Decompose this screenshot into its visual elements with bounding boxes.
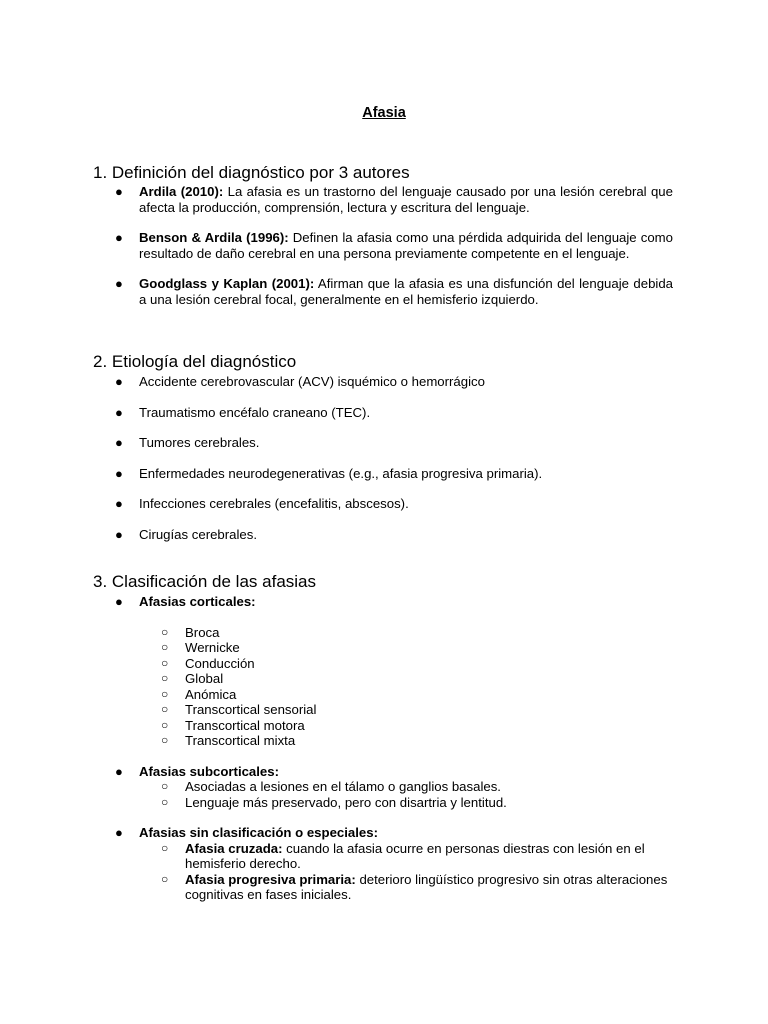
section-1-heading: 1. Definición del diagnóstico por 3 autores xyxy=(93,163,410,182)
list-item xyxy=(0,276,768,307)
bullet-icon: ● xyxy=(115,374,123,389)
item-text: Enfermedades neurodegenerativas (e.g., afasia progresiva primaria). xyxy=(139,465,543,481)
bullet-icon: ● xyxy=(115,435,123,450)
subitem-label: Afasia cruzada: xyxy=(185,840,283,856)
item-text: Afirman que la afasia es una disfunción del lenguaje debida a una lesión cerebral focal, generalmente en el hemisferio izquierdo. xyxy=(139,276,673,307)
sublist-item xyxy=(139,779,673,795)
sublist-item xyxy=(139,718,673,734)
list-item xyxy=(0,594,768,749)
subitem-text: deterioro lingüístico progresivo sin otras alteraciones cognitivas en fases iniciales. xyxy=(185,871,668,902)
bullet-icon: ● xyxy=(115,404,123,420)
item-text: Transcortical mixta xyxy=(185,733,296,748)
circle-bullet-icon: ○ xyxy=(161,717,169,732)
sublist-item xyxy=(139,872,673,903)
sublist-item xyxy=(139,841,673,872)
item-text: Accidente cerebrovascular (ACV) isquémico o hemorrágico xyxy=(139,374,485,389)
list-item xyxy=(0,527,768,543)
item-label: Goodglass y Kaplan (2001): xyxy=(139,276,315,291)
item-text: Transcortical sensorial xyxy=(185,702,317,717)
bullet-icon: ● xyxy=(115,526,123,542)
item-text: Infecciones cerebrales (encefalitis, abscesos). xyxy=(139,496,409,511)
sublist-item xyxy=(139,671,673,687)
circle-bullet-icon: ○ xyxy=(161,624,169,639)
list-item xyxy=(0,435,768,451)
subitem-label: Afasia progresiva primaria: xyxy=(185,871,356,887)
bullet-icon: ● xyxy=(115,594,123,609)
section-3-heading: 3. Clasificación de las afasias xyxy=(93,572,317,591)
section-2-heading: 2. Etiología del diagnóstico xyxy=(93,352,297,371)
list-item xyxy=(0,374,768,390)
bullet-icon: ● xyxy=(115,465,123,481)
subitem-text: cuando la afasia ocurre en personas diestras con lesión en el hemisferio derecho. xyxy=(185,840,645,871)
list-item xyxy=(0,230,768,261)
list-item xyxy=(0,496,768,512)
sublist-item xyxy=(139,625,673,641)
item-text: Tumores cerebrales. xyxy=(139,435,260,450)
sublist-item xyxy=(139,640,673,656)
circle-bullet-icon: ○ xyxy=(161,871,169,886)
sublist xyxy=(139,779,673,810)
bullet-icon: ● xyxy=(115,825,123,840)
sublist-item xyxy=(139,795,673,811)
item-text: Asociadas a lesiones en el tálamo o ganglios basales. xyxy=(185,779,501,794)
circle-bullet-icon: ○ xyxy=(161,840,169,855)
sublist-item xyxy=(139,733,673,749)
circle-bullet-icon: ○ xyxy=(161,702,169,716)
bullet-icon: ● xyxy=(115,763,123,779)
item-label: Benson & Ardila (1996): xyxy=(139,230,289,245)
sublist xyxy=(139,625,673,749)
circle-bullet-icon: ○ xyxy=(161,640,169,654)
bullet-icon: ● xyxy=(115,230,123,245)
item-text: Definen la afasia como una pérdida adquirida del lenguaje como resultado de daño cerebral en una persona previamente competente en el lenguaje. xyxy=(139,230,673,261)
section-1-list xyxy=(0,184,768,307)
document-title: Afasia xyxy=(362,105,406,121)
item-text: Conducción xyxy=(185,655,255,671)
item-text: La afasia es un trastorno del lenguaje causado por una lesión cerebral que afecta la producción, comprensión, lectura y escritura del lenguaje. xyxy=(139,184,673,215)
item-text: Wernicke xyxy=(185,640,240,655)
item-text: Anómica xyxy=(185,686,237,702)
item-label: Ardila (2010): xyxy=(139,184,224,199)
list-item xyxy=(0,825,768,903)
section-3-list xyxy=(0,594,768,903)
circle-bullet-icon: ○ xyxy=(161,671,169,685)
item-label: Afasias corticales: xyxy=(139,594,256,609)
circle-bullet-icon: ○ xyxy=(161,794,169,809)
item-label: Afasias sin clasificación o especiales: xyxy=(139,825,378,840)
bullet-icon: ● xyxy=(115,496,123,511)
bullet-icon: ● xyxy=(115,184,123,199)
item-label: Afasias subcorticales: xyxy=(139,763,279,779)
item-text: Transcortical motora xyxy=(185,717,305,733)
sublist-item xyxy=(139,656,673,672)
item-text: Lenguaje más preservado, pero con disartria y lentitud. xyxy=(185,794,507,810)
circle-bullet-icon: ○ xyxy=(161,686,169,701)
item-text: Cirugías cerebrales. xyxy=(139,526,258,542)
item-text: Traumatismo encéfalo craneano (TEC). xyxy=(139,404,371,420)
bullet-icon: ● xyxy=(115,276,123,291)
sublist-item xyxy=(139,687,673,703)
list-item xyxy=(0,764,768,811)
sublist-item xyxy=(139,702,673,718)
circle-bullet-icon: ○ xyxy=(161,733,169,747)
list-item xyxy=(0,466,768,482)
circle-bullet-icon: ○ xyxy=(161,779,169,793)
sublist xyxy=(139,841,673,903)
list-item xyxy=(0,405,768,421)
item-text: Broca xyxy=(185,624,220,640)
circle-bullet-icon: ○ xyxy=(161,655,169,670)
item-text: Global xyxy=(185,671,224,686)
section-2-list xyxy=(0,374,768,542)
list-item xyxy=(0,184,768,215)
